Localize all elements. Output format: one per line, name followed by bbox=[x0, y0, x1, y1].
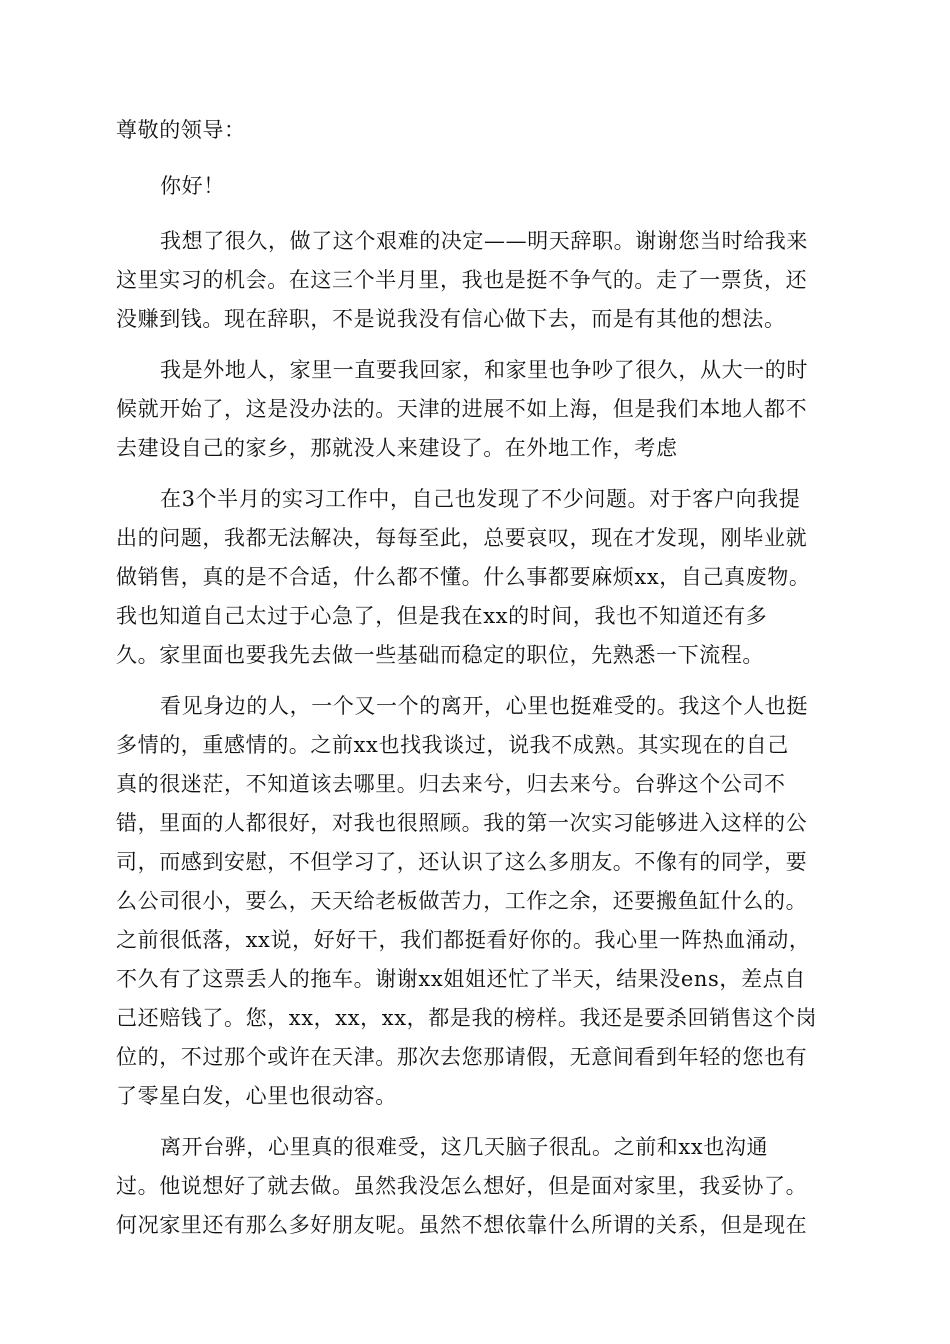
paragraph-4-line-6: 么公司很小，要么，天天给老板做苦力，工作之余，还要搬鱼缸什么的。 bbox=[116, 889, 808, 913]
paragraph-4-line-7: 之前很低落，xx说，好好干，我们都挺看好你的。我心里一阵热血涌动， bbox=[116, 928, 811, 952]
paragraph-4-line-5: 司，而感到安慰，不但学习了，还认识了这么多朋友。不像有的同学，要 bbox=[116, 850, 808, 874]
paragraph-3-line-2: 出的问题，我都无法解决，每每至此，总要哀叹，现在才发现，刚毕业就 bbox=[116, 526, 808, 550]
paragraph-4-line-8: 不久有了这票丢人的拖车。谢谢xx姐姐还忙了半天，结果没ens，差点自 bbox=[116, 967, 806, 991]
paragraph-3-line-5: 久。家里面也要我先去做一些基础而稳定的职位，先熟悉一下流程。 bbox=[116, 643, 764, 667]
paragraph-1-line-1: 我想了很久，做了这个艰难的决定——明天辞职。谢谢您当时给我来 bbox=[160, 229, 808, 253]
paragraph-4-line-2: 多情的，重感情的。之前xx也找我谈过，说我不成熟。其实现在的自己 bbox=[116, 733, 789, 757]
paragraph-2-line-1: 我是外地人，家里一直要我回家，和家里也争吵了很久，从大一的时 bbox=[160, 358, 808, 382]
paragraph-5-line-2: 过。他说想好了就去做。虽然我没怎么想好，但是面对家里，我妥协了。 bbox=[116, 1174, 808, 1198]
paragraph-4-line-10: 位的，不过那个或许在天津。那次去您那请假，无意间看到年轻的您也有 bbox=[116, 1045, 808, 1069]
paragraph-4-line-9: 己还赔钱了。您，xx，xx，xx，都是我的榜样。我还是要杀回销售这个岗 bbox=[116, 1006, 818, 1030]
salutation: 尊敬的领导： bbox=[116, 118, 246, 142]
paragraph-1-line-2: 这里实习的机会。在这三个半月里，我也是挺不争气的。走了一票货，还 bbox=[116, 268, 808, 292]
paragraph-4-line-3: 真的很迷茫，不知道该去哪里。归去来兮，归去来兮。台骅这个公司不 bbox=[116, 772, 786, 796]
greeting: 你好！ bbox=[160, 174, 225, 198]
paragraph-3-line-3: 做销售，真的是不合适，什么都不懂。什么事都要麻烦xx，自己真废物。 bbox=[116, 565, 811, 589]
paragraph-3-line-1: 在3个半月的实习工作中，自己也发现了不少问题。对于客户向我提 bbox=[160, 487, 801, 511]
paragraph-2-line-2: 候就开始了，这是没办法的。天津的进展不如上海，但是我们本地人都不 bbox=[116, 397, 808, 421]
paragraph-4-line-11: 了零星白发，心里也很动容。 bbox=[116, 1084, 397, 1108]
paragraph-4-line-4: 错，里面的人都很好，对我也很照顾。我的第一次实习能够进入这样的公 bbox=[116, 811, 808, 835]
paragraph-5-line-1: 离开台骅，心里真的很难受，这几天脑子很乱。之前和xx也沟通 bbox=[160, 1135, 769, 1159]
paragraph-2-line-3: 去建设自己的家乡，那就没人来建设了。在外地工作，考虑 bbox=[116, 436, 678, 460]
paragraph-4-line-1: 看见身边的人，一个又一个的离开，心里也挺难受的。我这个人也挺 bbox=[160, 694, 808, 718]
paragraph-3-line-4: 我也知道自己太过于心急了，但是我在xx的时间，我也不知道还有多 bbox=[116, 604, 768, 628]
paragraph-5-line-3: 何况家里还有那么多好朋友呢。虽然不想依靠什么所谓的关系，但是现在 bbox=[116, 1213, 808, 1237]
paragraph-1-line-3: 没赚到钱。现在辞职，不是说我没有信心做下去，而是有其他的想法。 bbox=[116, 307, 786, 331]
